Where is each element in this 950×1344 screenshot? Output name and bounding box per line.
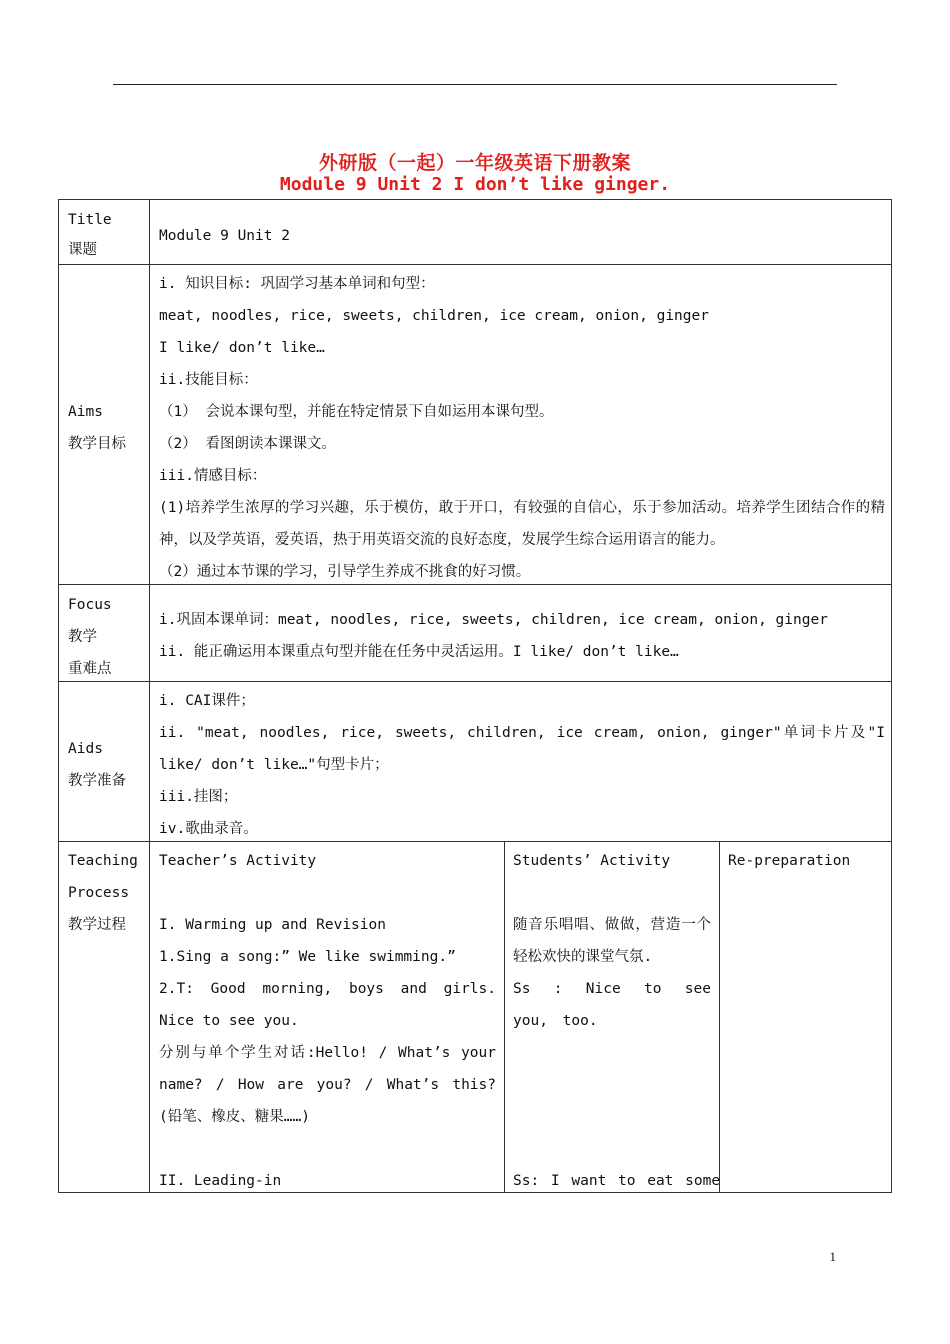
aims-line: I like/ don’t like… — [159, 340, 325, 356]
aids-label — [68, 733, 126, 797]
teacher-line — [159, 1133, 496, 1165]
document-title: 外研版（一起）一年级英语下册教案 — [318, 152, 631, 174]
teacher-line: 2.T: Good morning, boys and girls. Nice to see you. — [159, 981, 496, 1029]
students-line — [513, 1037, 711, 1165]
row-divider — [59, 264, 891, 265]
process-label — [68, 845, 138, 941]
title-content — [159, 220, 290, 252]
students-heading: Students’ Activity — [513, 853, 671, 869]
prep-heading: Re-preparation — [728, 853, 851, 869]
students-line: 随音乐唱唱、做做，营造一个轻松欢快的课堂气氛. — [513, 917, 711, 965]
column-divider — [149, 200, 150, 1192]
aims-line: （2） 看图朗读本课课文。 — [159, 436, 336, 452]
aids-line: ii. "meat, noodles, rice, sweets, children, ice cream, onion, ginger"单词卡片及"I like/ don’t like…"句型卡片； — [159, 725, 885, 773]
teacher-heading: Teacher’s Activity — [159, 853, 317, 869]
aids-line: i. CAI课件； — [159, 693, 255, 709]
re-preparation — [728, 845, 850, 877]
focus-label-cn: 教学 — [68, 629, 97, 645]
teacher-line: 分别与单个学生对话:Hello! / What’s your name? / How are you? / What’s this? (铅笔、橡皮、糖果……) — [159, 1045, 496, 1125]
lesson-plan-table — [58, 199, 892, 1193]
document-subtitle: Module 9 Unit 2 I don’t like ginger. — [279, 174, 671, 195]
title-label-cn: 课题 — [68, 242, 97, 258]
aims-line: meat, noodles, rice, sweets, children, ice cream, onion, ginger — [159, 308, 709, 324]
lesson-title: Module 9 Unit 2 — [159, 228, 290, 244]
aims-line: （1） 会说本课句型，并能在特定情景下自如运用本课句型。 — [159, 404, 554, 420]
teacher-activity — [159, 845, 496, 1197]
focus-label — [68, 589, 112, 685]
aids-content — [159, 685, 885, 845]
process-label-en: Teaching — [68, 853, 138, 869]
focus-content — [159, 604, 828, 668]
aims-line: （2）通过本节课的学习，引导学生养成不挑食的好习惯。 — [159, 564, 531, 580]
title-label-en: Title — [68, 212, 112, 228]
aids-label-en: Aids — [68, 741, 103, 757]
page-number: 1 — [829, 1249, 836, 1264]
aims-line: (1)培养学生浓厚的学习兴趣，乐于模仿，敢于开口，有较强的自信心，乐于参加活动。培养学生团结合作的精神，以及学英语，爱英语，热于用英语交流的良好态度，发展学生综合运用语言的能力。 — [159, 500, 885, 548]
teacher-line: I. Warming up and Revision — [159, 917, 386, 933]
students-line — [513, 877, 711, 909]
aids-line: iii.挂图； — [159, 789, 238, 805]
process-label-cn: 教学过程 — [68, 917, 126, 933]
aims-label-en: Aims — [68, 404, 103, 420]
aims-content — [159, 268, 885, 588]
process-label-en: Process — [68, 885, 130, 901]
teacher-line — [159, 877, 496, 909]
students-activity — [513, 845, 721, 1197]
aims-line: ii.技能目标： — [159, 372, 258, 388]
header-rule — [113, 84, 837, 85]
aims-label-cn: 教学目标 — [68, 436, 126, 452]
title-label — [68, 204, 112, 266]
aims-line: i. 知识目标: 巩固学习基本单词和句型： — [159, 276, 435, 292]
focus-label-cn: 重难点 — [68, 661, 112, 677]
aims-label — [68, 396, 126, 460]
aims-line: iii.情感目标： — [159, 468, 267, 484]
row-divider — [59, 681, 891, 682]
students-line: Ss: I want to eat some — [513, 1173, 721, 1189]
aids-label-cn: 教学准备 — [68, 773, 126, 789]
teacher-line: 1.Sing a song:” We like swimming.” — [159, 949, 456, 965]
aids-line: iv.歌曲录音。 — [159, 821, 258, 837]
students-line: Ss : Nice to see you, too. — [513, 981, 711, 1029]
column-divider — [504, 841, 505, 1192]
focus-line: ii. 能正确运用本课重点句型并能在任务中灵活运用。I like/ don’t like… — [159, 644, 679, 660]
column-divider — [719, 841, 720, 1192]
focus-line: i.巩固本课单词：meat, noodles, rice, sweets, children, ice cream, onion, ginger — [159, 612, 828, 628]
teacher-line: II. Leading-in — [159, 1173, 282, 1189]
focus-label-en: Focus — [68, 597, 112, 613]
